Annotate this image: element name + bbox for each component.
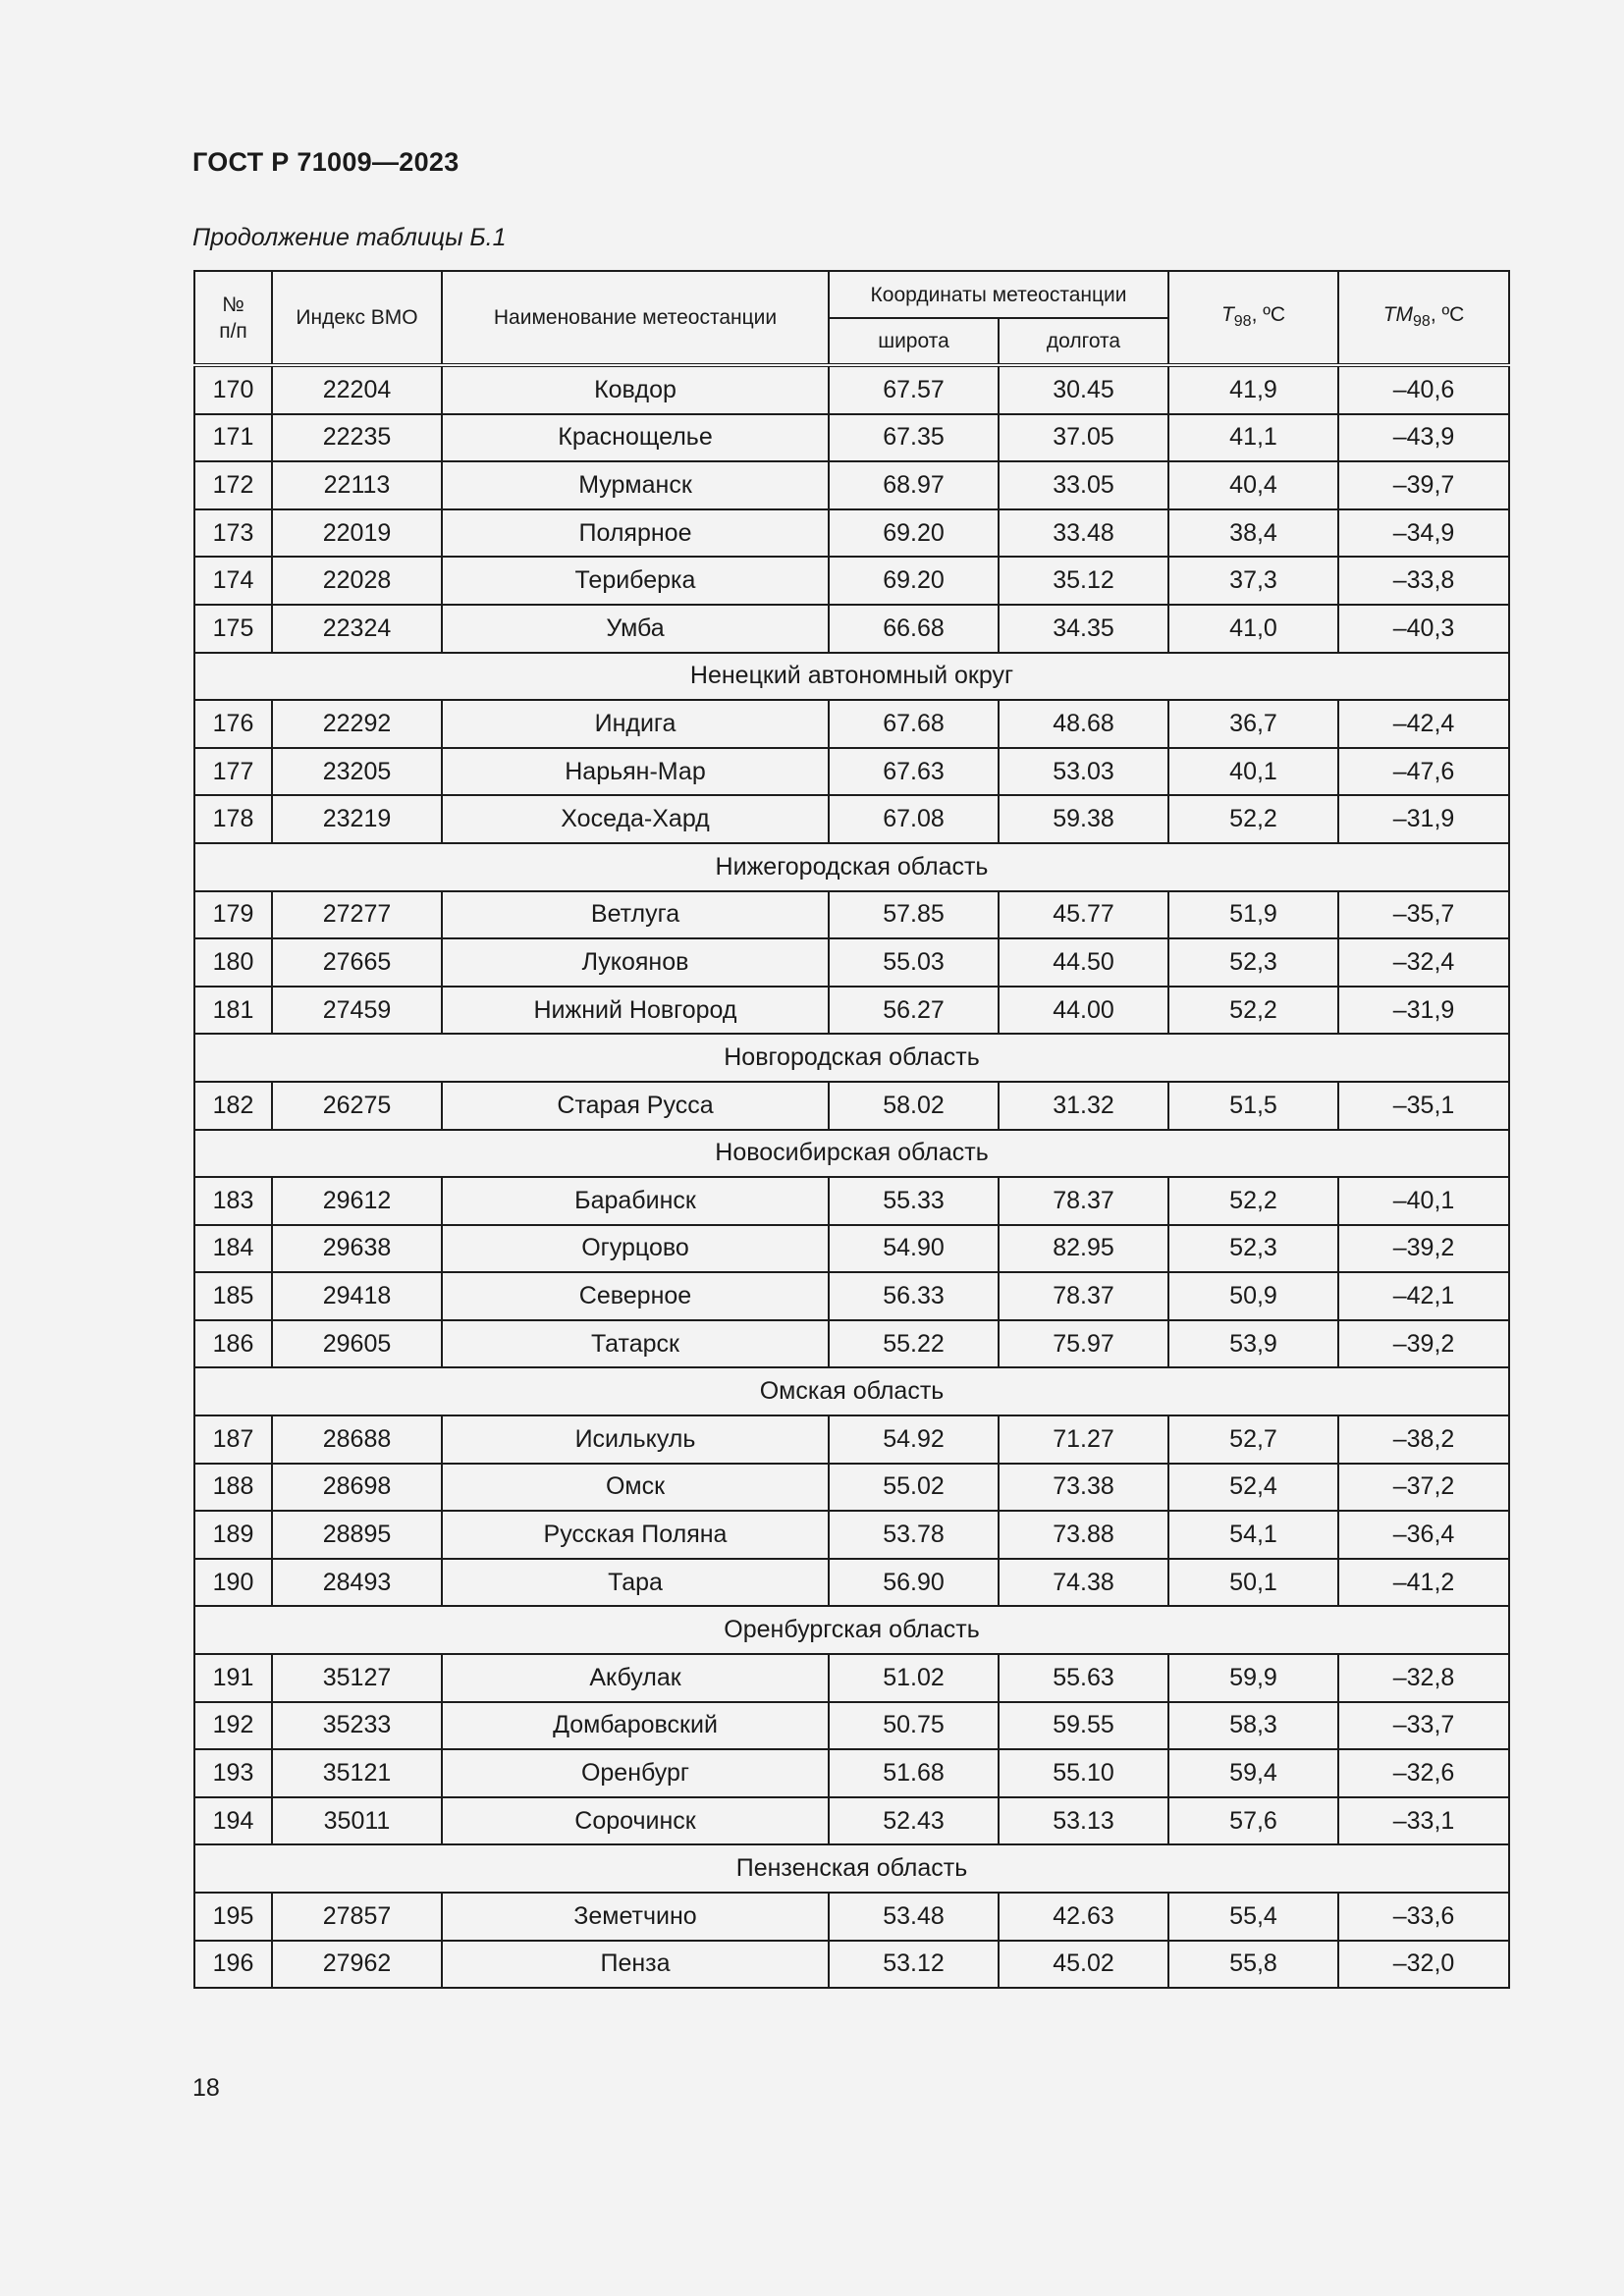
cell-station-name: Умба (442, 605, 829, 653)
cell-t98: 52,4 (1168, 1464, 1338, 1512)
table-row (194, 605, 1509, 653)
cell-latitude: 69.20 (829, 557, 999, 605)
cell-station-name: Териберка (442, 557, 829, 605)
cell-t98: 41,1 (1168, 414, 1338, 462)
cell-tm98: –42,1 (1338, 1272, 1509, 1320)
cell-wmo-index: 35011 (272, 1797, 442, 1845)
cell-t98: 55,4 (1168, 1893, 1338, 1941)
cell-num: 177 (194, 748, 272, 796)
cell-station-name: Барабинск (442, 1177, 829, 1225)
cell-t98: 36,7 (1168, 700, 1338, 748)
cell-t98: 52,2 (1168, 987, 1338, 1035)
cell-num: 175 (194, 605, 272, 653)
cell-num: 183 (194, 1177, 272, 1225)
cell-num: 187 (194, 1415, 272, 1464)
cell-num: 185 (194, 1272, 272, 1320)
cell-longitude: 59.38 (999, 795, 1168, 843)
cell-station-name: Татарск (442, 1320, 829, 1368)
cell-latitude: 68.97 (829, 461, 999, 509)
cell-station-name: Оренбург (442, 1749, 829, 1797)
cell-tm98: –40,3 (1338, 605, 1509, 653)
page-number: 18 (192, 2074, 220, 2102)
table-row (194, 461, 1509, 509)
cell-longitude: 33.05 (999, 461, 1168, 509)
cell-tm98: –31,9 (1338, 795, 1509, 843)
cell-tm98: –33,7 (1338, 1702, 1509, 1750)
cell-longitude: 78.37 (999, 1177, 1168, 1225)
cell-longitude: 82.95 (999, 1225, 1168, 1273)
cell-longitude: 37.05 (999, 414, 1168, 462)
region-row (194, 1606, 1509, 1654)
cell-num: 172 (194, 461, 272, 509)
cell-station-name: Северное (442, 1272, 829, 1320)
cell-longitude: 34.35 (999, 605, 1168, 653)
cell-wmo-index: 26275 (272, 1082, 442, 1130)
cell-num: 180 (194, 938, 272, 987)
cell-station-name: Ковдор (442, 365, 829, 414)
region-row (194, 653, 1509, 701)
stations-table (193, 270, 1510, 1989)
cell-latitude: 53.78 (829, 1511, 999, 1559)
region-row (194, 843, 1509, 891)
cell-station-name: Хоседа-Хард (442, 795, 829, 843)
table-row (194, 557, 1509, 605)
cell-t98: 52,3 (1168, 938, 1338, 987)
cell-num: 176 (194, 700, 272, 748)
header-t98-sub: 98 (1233, 312, 1252, 330)
cell-num: 193 (194, 1749, 272, 1797)
header-wmo-index: Индекс ВМО (272, 271, 442, 365)
table-body (194, 365, 1509, 1988)
cell-station-name: Полярное (442, 509, 829, 558)
cell-num: 189 (194, 1511, 272, 1559)
cell-station-name: Домбаровский (442, 1702, 829, 1750)
cell-wmo-index: 29612 (272, 1177, 442, 1225)
cell-t98: 50,9 (1168, 1272, 1338, 1320)
cell-wmo-index: 28493 (272, 1559, 442, 1607)
cell-longitude: 59.55 (999, 1702, 1168, 1750)
region-name: Омская область (194, 1367, 1509, 1415)
cell-wmo-index: 22019 (272, 509, 442, 558)
cell-wmo-index: 22292 (272, 700, 442, 748)
region-name: Нижегородская область (194, 843, 1509, 891)
cell-tm98: –42,4 (1338, 700, 1509, 748)
cell-tm98: –39,2 (1338, 1225, 1509, 1273)
cell-wmo-index: 27857 (272, 1893, 442, 1941)
cell-tm98: –31,9 (1338, 987, 1509, 1035)
cell-tm98: –32,6 (1338, 1749, 1509, 1797)
cell-latitude: 51.02 (829, 1654, 999, 1702)
cell-num: 196 (194, 1941, 272, 1989)
cell-station-name: Старая Русса (442, 1082, 829, 1130)
cell-tm98: –32,4 (1338, 938, 1509, 987)
cell-longitude: 53.13 (999, 1797, 1168, 1845)
cell-latitude: 67.35 (829, 414, 999, 462)
cell-latitude: 54.92 (829, 1415, 999, 1464)
cell-t98: 58,3 (1168, 1702, 1338, 1750)
cell-wmo-index: 35233 (272, 1702, 442, 1750)
cell-longitude: 30.45 (999, 365, 1168, 414)
cell-tm98: –35,1 (1338, 1082, 1509, 1130)
header-tm98-unit: , ºС (1430, 302, 1465, 326)
cell-tm98: –33,8 (1338, 557, 1509, 605)
cell-wmo-index: 27277 (272, 891, 442, 939)
cell-tm98: –39,2 (1338, 1320, 1509, 1368)
cell-num: 181 (194, 987, 272, 1035)
cell-wmo-index: 35127 (272, 1654, 442, 1702)
cell-latitude: 57.85 (829, 891, 999, 939)
header-num (194, 271, 272, 365)
cell-station-name: Краснощелье (442, 414, 829, 462)
cell-latitude: 58.02 (829, 1082, 999, 1130)
cell-station-name: Огурцово (442, 1225, 829, 1273)
cell-latitude: 66.68 (829, 605, 999, 653)
cell-t98: 38,4 (1168, 509, 1338, 558)
document-title: ГОСТ Р 71009—2023 (192, 147, 460, 177)
cell-wmo-index: 28698 (272, 1464, 442, 1512)
header-latitude: широта (829, 318, 999, 365)
cell-tm98: –47,6 (1338, 748, 1509, 796)
region-name: Оренбургская область (194, 1606, 1509, 1654)
region-name: Новосибирская область (194, 1130, 1509, 1178)
cell-wmo-index: 27962 (272, 1941, 442, 1989)
cell-t98: 57,6 (1168, 1797, 1338, 1845)
region-name: Новгородская область (194, 1034, 1509, 1082)
cell-t98: 59,4 (1168, 1749, 1338, 1797)
cell-latitude: 55.02 (829, 1464, 999, 1512)
cell-wmo-index: 29605 (272, 1320, 442, 1368)
table-row (194, 700, 1509, 748)
cell-num: 188 (194, 1464, 272, 1512)
cell-station-name: Исилькуль (442, 1415, 829, 1464)
cell-longitude: 55.10 (999, 1749, 1168, 1797)
cell-t98: 54,1 (1168, 1511, 1338, 1559)
cell-longitude: 48.68 (999, 700, 1168, 748)
cell-wmo-index: 27665 (272, 938, 442, 987)
cell-station-name: Омск (442, 1464, 829, 1512)
table-row (194, 1511, 1509, 1559)
cell-latitude: 53.12 (829, 1941, 999, 1989)
cell-t98: 55,8 (1168, 1941, 1338, 1989)
header-station-name: Наименование метеостанции (442, 271, 829, 365)
cell-longitude: 31.32 (999, 1082, 1168, 1130)
cell-longitude: 55.63 (999, 1654, 1168, 1702)
header-tm98-symbol: TM (1382, 302, 1414, 326)
table-row (194, 987, 1509, 1035)
cell-longitude: 33.48 (999, 509, 1168, 558)
cell-tm98: –40,1 (1338, 1177, 1509, 1225)
cell-station-name: Пенза (442, 1941, 829, 1989)
cell-longitude: 45.77 (999, 891, 1168, 939)
cell-station-name: Тара (442, 1559, 829, 1607)
header-t98-symbol: T (1220, 302, 1234, 326)
header-longitude: долгота (999, 318, 1168, 365)
cell-latitude: 56.33 (829, 1272, 999, 1320)
cell-t98: 40,4 (1168, 461, 1338, 509)
header-num-line2: п/п (219, 319, 247, 343)
header-t98 (1168, 271, 1338, 365)
cell-t98: 52,2 (1168, 795, 1338, 843)
cell-wmo-index: 23219 (272, 795, 442, 843)
table-row (194, 938, 1509, 987)
table-row (194, 1415, 1509, 1464)
table-caption: Продолжение таблицы Б.1 (192, 224, 507, 251)
cell-longitude: 42.63 (999, 1893, 1168, 1941)
cell-t98: 53,9 (1168, 1320, 1338, 1368)
region-row (194, 1844, 1509, 1893)
cell-t98: 52,2 (1168, 1177, 1338, 1225)
cell-wmo-index: 22113 (272, 461, 442, 509)
cell-wmo-index: 23205 (272, 748, 442, 796)
cell-num: 186 (194, 1320, 272, 1368)
header-tm98 (1338, 271, 1509, 365)
table-row (194, 1654, 1509, 1702)
cell-t98: 40,1 (1168, 748, 1338, 796)
cell-longitude: 45.02 (999, 1941, 1168, 1989)
cell-t98: 59,9 (1168, 1654, 1338, 1702)
cell-wmo-index: 22204 (272, 365, 442, 414)
cell-latitude: 56.27 (829, 987, 999, 1035)
table-row (194, 414, 1509, 462)
region-name: Пензенская область (194, 1844, 1509, 1893)
table-row (194, 1225, 1509, 1273)
table-row (194, 1272, 1509, 1320)
cell-longitude: 75.97 (999, 1320, 1168, 1368)
cell-tm98: –36,4 (1338, 1511, 1509, 1559)
table-row (194, 1797, 1509, 1845)
cell-wmo-index: 29418 (272, 1272, 442, 1320)
cell-latitude: 51.68 (829, 1749, 999, 1797)
region-row (194, 1130, 1509, 1178)
cell-wmo-index: 27459 (272, 987, 442, 1035)
cell-tm98: –32,8 (1338, 1654, 1509, 1702)
table-row (194, 1702, 1509, 1750)
cell-t98: 52,7 (1168, 1415, 1338, 1464)
table-row (194, 1893, 1509, 1941)
region-name: Ненецкий автономный округ (194, 653, 1509, 701)
cell-num: 173 (194, 509, 272, 558)
cell-tm98: –34,9 (1338, 509, 1509, 558)
cell-station-name: Земетчино (442, 1893, 829, 1941)
cell-longitude: 53.03 (999, 748, 1168, 796)
cell-num: 170 (194, 365, 272, 414)
cell-t98: 51,9 (1168, 891, 1338, 939)
cell-longitude: 73.38 (999, 1464, 1168, 1512)
cell-longitude: 73.88 (999, 1511, 1168, 1559)
cell-station-name: Лукоянов (442, 938, 829, 987)
cell-station-name: Русская Поляна (442, 1511, 829, 1559)
header-coordinates: Координаты метеостанции (829, 271, 1168, 318)
header-num-line1: № (222, 293, 244, 316)
cell-latitude: 67.08 (829, 795, 999, 843)
cell-latitude: 67.63 (829, 748, 999, 796)
cell-wmo-index: 29638 (272, 1225, 442, 1273)
cell-t98: 41,9 (1168, 365, 1338, 414)
table-row (194, 1559, 1509, 1607)
cell-latitude: 52.43 (829, 1797, 999, 1845)
cell-num: 182 (194, 1082, 272, 1130)
cell-longitude: 44.50 (999, 938, 1168, 987)
cell-num: 191 (194, 1654, 272, 1702)
cell-latitude: 55.22 (829, 1320, 999, 1368)
cell-tm98: –41,2 (1338, 1559, 1509, 1607)
cell-station-name: Сорочинск (442, 1797, 829, 1845)
cell-latitude: 55.33 (829, 1177, 999, 1225)
table-row (194, 1749, 1509, 1797)
cell-tm98: –33,6 (1338, 1893, 1509, 1941)
cell-tm98: –38,2 (1338, 1415, 1509, 1464)
header-tm98-sub: 98 (1413, 312, 1431, 330)
cell-tm98: –37,2 (1338, 1464, 1509, 1512)
cell-t98: 37,3 (1168, 557, 1338, 605)
cell-station-name: Мурманск (442, 461, 829, 509)
cell-t98: 51,5 (1168, 1082, 1338, 1130)
cell-tm98: –33,1 (1338, 1797, 1509, 1845)
cell-latitude: 54.90 (829, 1225, 999, 1273)
table-row (194, 1464, 1509, 1512)
table-row (194, 748, 1509, 796)
cell-tm98: –35,7 (1338, 891, 1509, 939)
cell-latitude: 67.68 (829, 700, 999, 748)
cell-num: 194 (194, 1797, 272, 1845)
table-row (194, 1941, 1509, 1989)
cell-num: 195 (194, 1893, 272, 1941)
cell-station-name: Ветлуга (442, 891, 829, 939)
cell-latitude: 53.48 (829, 1893, 999, 1941)
table-row (194, 795, 1509, 843)
cell-wmo-index: 35121 (272, 1749, 442, 1797)
cell-num: 190 (194, 1559, 272, 1607)
cell-num: 179 (194, 891, 272, 939)
cell-latitude: 50.75 (829, 1702, 999, 1750)
cell-tm98: –39,7 (1338, 461, 1509, 509)
cell-num: 171 (194, 414, 272, 462)
table-row (194, 891, 1509, 939)
cell-t98: 52,3 (1168, 1225, 1338, 1273)
cell-latitude: 55.03 (829, 938, 999, 987)
table-row (194, 365, 1509, 414)
table-row (194, 509, 1509, 558)
cell-num: 178 (194, 795, 272, 843)
cell-station-name: Индига (442, 700, 829, 748)
cell-tm98: –32,0 (1338, 1941, 1509, 1989)
table-row (194, 1177, 1509, 1225)
cell-latitude: 56.90 (829, 1559, 999, 1607)
region-row (194, 1367, 1509, 1415)
cell-num: 174 (194, 557, 272, 605)
region-row (194, 1034, 1509, 1082)
cell-t98: 50,1 (1168, 1559, 1338, 1607)
table-row (194, 1082, 1509, 1130)
cell-wmo-index: 28895 (272, 1511, 442, 1559)
cell-tm98: –43,9 (1338, 414, 1509, 462)
cell-station-name: Нарьян-Мар (442, 748, 829, 796)
cell-wmo-index: 22324 (272, 605, 442, 653)
cell-latitude: 67.57 (829, 365, 999, 414)
table-header (194, 271, 1509, 365)
cell-station-name: Акбулак (442, 1654, 829, 1702)
cell-latitude: 69.20 (829, 509, 999, 558)
cell-tm98: –40,6 (1338, 365, 1509, 414)
cell-station-name: Нижний Новгород (442, 987, 829, 1035)
cell-num: 184 (194, 1225, 272, 1273)
cell-wmo-index: 22235 (272, 414, 442, 462)
header-t98-unit: , ºС (1251, 302, 1286, 326)
cell-longitude: 71.27 (999, 1415, 1168, 1464)
cell-wmo-index: 28688 (272, 1415, 442, 1464)
cell-t98: 41,0 (1168, 605, 1338, 653)
cell-longitude: 35.12 (999, 557, 1168, 605)
table-row (194, 1320, 1509, 1368)
cell-num: 192 (194, 1702, 272, 1750)
cell-longitude: 78.37 (999, 1272, 1168, 1320)
cell-wmo-index: 22028 (272, 557, 442, 605)
cell-longitude: 44.00 (999, 987, 1168, 1035)
cell-longitude: 74.38 (999, 1559, 1168, 1607)
